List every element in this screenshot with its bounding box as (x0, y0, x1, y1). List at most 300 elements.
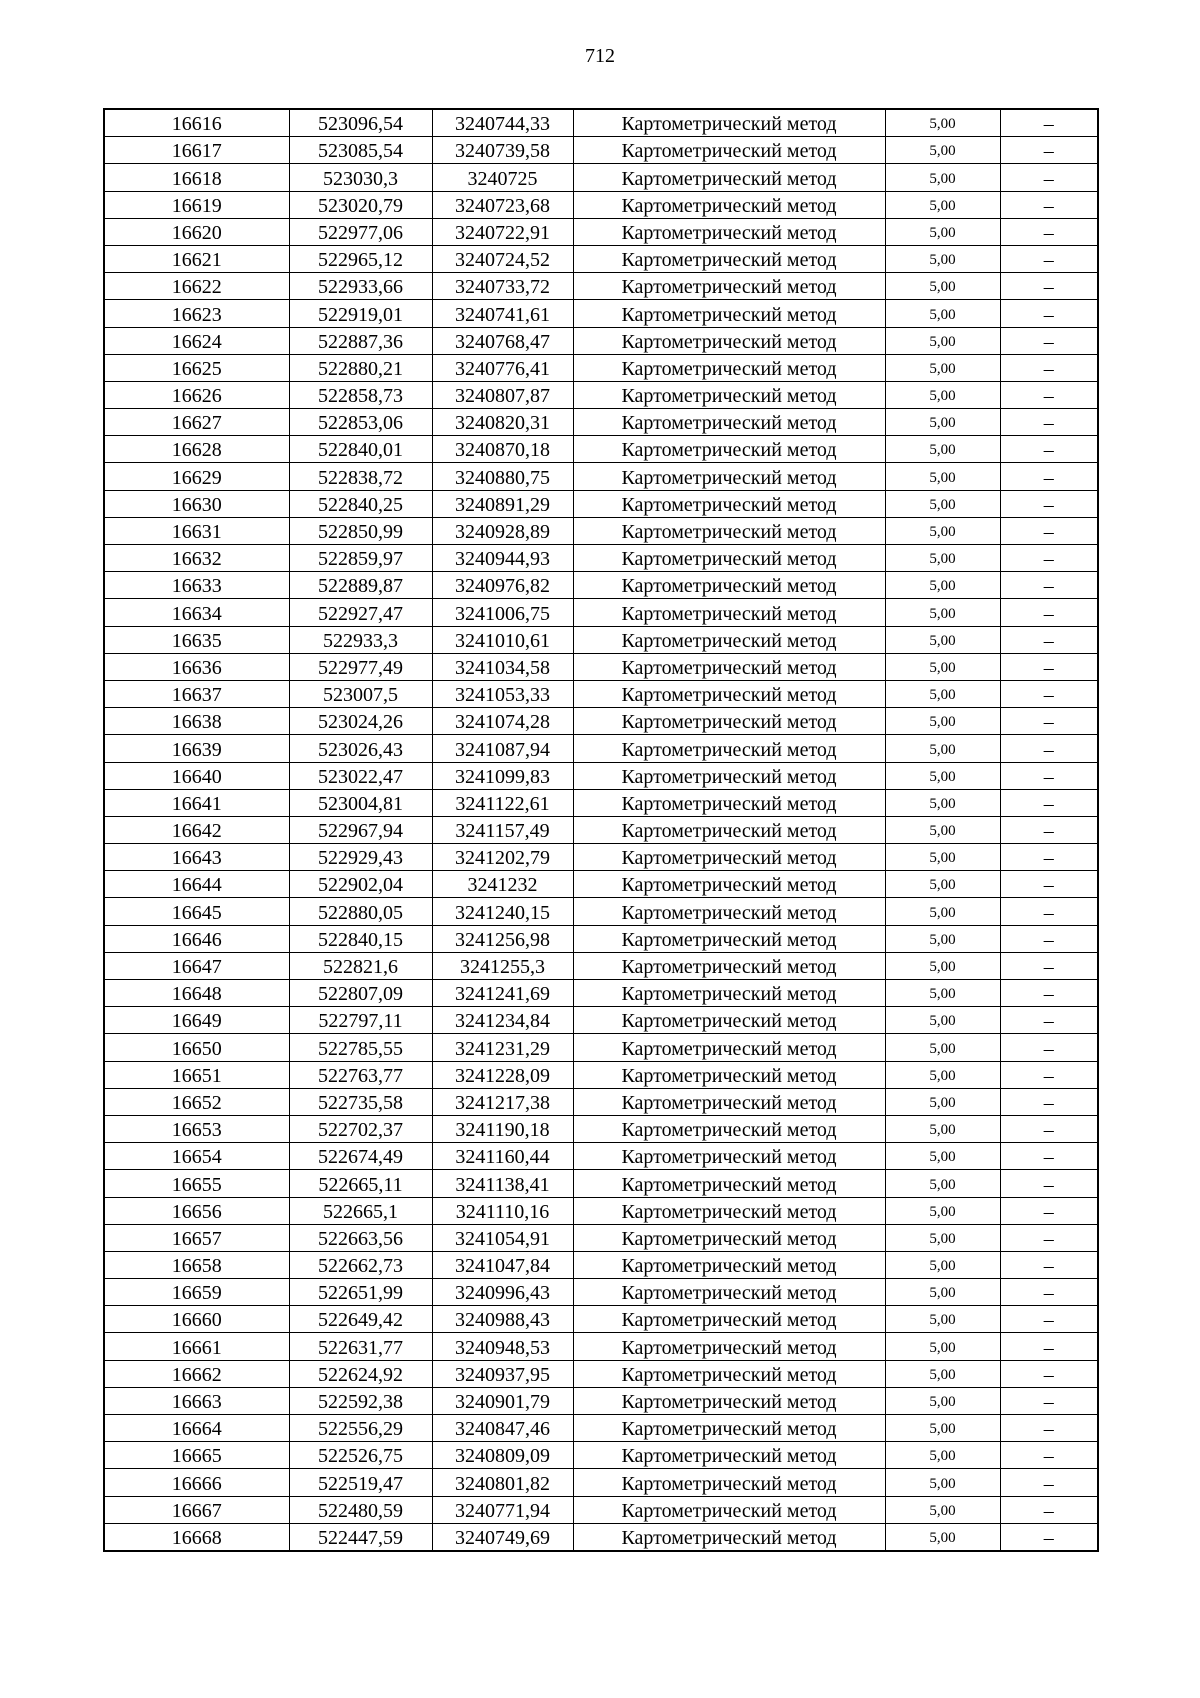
table-row (104, 708, 1098, 735)
x-coordinate-cell: 522556,29 (289, 1415, 432, 1442)
accuracy-cell: 5,00 (885, 191, 1000, 218)
x-coordinate-cell: 522840,25 (289, 490, 432, 517)
point-number-cell: 16622 (104, 273, 289, 300)
x-coordinate-cell: 522858,73 (289, 381, 432, 408)
method-cell: Картометрический метод (573, 735, 885, 762)
table-row (104, 1496, 1098, 1523)
point-number-cell: 16643 (104, 844, 289, 871)
y-coordinate-cell: 3241099,83 (432, 762, 573, 789)
method-cell: Картометрический метод (573, 191, 885, 218)
note-cell: – (1000, 409, 1098, 436)
method-cell: Картометрический метод (573, 1061, 885, 1088)
note-cell: – (1000, 680, 1098, 707)
y-coordinate-cell: 3241240,15 (432, 898, 573, 925)
y-coordinate-cell: 3240870,18 (432, 436, 573, 463)
point-number-cell: 16656 (104, 1197, 289, 1224)
table-row (104, 1034, 1098, 1061)
method-cell: Картометрический метод (573, 137, 885, 164)
note-cell: – (1000, 653, 1098, 680)
y-coordinate-cell: 3240741,61 (432, 300, 573, 327)
x-coordinate-cell: 523030,3 (289, 164, 432, 191)
point-number-cell: 16668 (104, 1523, 289, 1551)
method-cell: Картометрический метод (573, 1333, 885, 1360)
note-cell: – (1000, 1333, 1098, 1360)
y-coordinate-cell: 3241228,09 (432, 1061, 573, 1088)
note-cell: – (1000, 1306, 1098, 1333)
table-body (104, 109, 1098, 1551)
x-coordinate-cell: 522447,59 (289, 1523, 432, 1551)
method-cell: Картометрический метод (573, 1197, 885, 1224)
point-number-cell: 16629 (104, 463, 289, 490)
x-coordinate-cell: 522649,42 (289, 1306, 432, 1333)
x-coordinate-cell: 522853,06 (289, 409, 432, 436)
method-cell: Картометрический метод (573, 463, 885, 490)
table-row (104, 599, 1098, 626)
point-number-cell: 16659 (104, 1279, 289, 1306)
accuracy-cell: 5,00 (885, 898, 1000, 925)
page-number: 712 (585, 45, 615, 67)
point-number-cell: 16663 (104, 1387, 289, 1414)
y-coordinate-cell: 3240944,93 (432, 545, 573, 572)
y-coordinate-cell: 3241122,61 (432, 789, 573, 816)
accuracy-cell: 5,00 (885, 327, 1000, 354)
y-coordinate-cell: 3241034,58 (432, 653, 573, 680)
x-coordinate-cell: 522807,09 (289, 980, 432, 1007)
note-cell: – (1000, 1034, 1098, 1061)
accuracy-cell: 5,00 (885, 1034, 1000, 1061)
y-coordinate-cell: 3241190,18 (432, 1115, 573, 1142)
x-coordinate-cell: 522526,75 (289, 1442, 432, 1469)
accuracy-cell: 5,00 (885, 218, 1000, 245)
point-number-cell: 16630 (104, 490, 289, 517)
point-number-cell: 16648 (104, 980, 289, 1007)
x-coordinate-cell: 522965,12 (289, 245, 432, 272)
table-row (104, 354, 1098, 381)
point-number-cell: 16638 (104, 708, 289, 735)
y-coordinate-cell: 3241160,44 (432, 1143, 573, 1170)
table-row (104, 626, 1098, 653)
method-cell: Картометрический метод (573, 1415, 885, 1442)
note-cell: – (1000, 572, 1098, 599)
y-coordinate-cell: 3241157,49 (432, 816, 573, 843)
table-row (104, 1197, 1098, 1224)
point-number-cell: 16661 (104, 1333, 289, 1360)
accuracy-cell: 5,00 (885, 1469, 1000, 1496)
method-cell: Картометрический метод (573, 273, 885, 300)
method-cell: Картометрический метод (573, 1143, 885, 1170)
table-row (104, 1360, 1098, 1387)
point-number-cell: 16646 (104, 925, 289, 952)
note-cell: – (1000, 137, 1098, 164)
point-number-cell: 16628 (104, 436, 289, 463)
point-number-cell: 16655 (104, 1170, 289, 1197)
y-coordinate-cell: 3240809,09 (432, 1442, 573, 1469)
point-number-cell: 16625 (104, 354, 289, 381)
x-coordinate-cell: 522902,04 (289, 871, 432, 898)
table-row (104, 1251, 1098, 1278)
x-coordinate-cell: 522785,55 (289, 1034, 432, 1061)
x-coordinate-cell: 522592,38 (289, 1387, 432, 1414)
x-coordinate-cell: 522663,56 (289, 1224, 432, 1251)
note-cell: – (1000, 327, 1098, 354)
x-coordinate-cell: 522880,21 (289, 354, 432, 381)
point-number-cell: 16637 (104, 680, 289, 707)
accuracy-cell: 5,00 (885, 816, 1000, 843)
accuracy-cell: 5,00 (885, 1143, 1000, 1170)
y-coordinate-cell: 3240988,43 (432, 1306, 573, 1333)
point-number-cell: 16623 (104, 300, 289, 327)
y-coordinate-cell: 3241256,98 (432, 925, 573, 952)
note-cell: – (1000, 1496, 1098, 1523)
table-row (104, 109, 1098, 137)
method-cell: Картометрический метод (573, 1224, 885, 1251)
point-number-cell: 16627 (104, 409, 289, 436)
note-cell: – (1000, 191, 1098, 218)
table-row (104, 463, 1098, 490)
note-cell: – (1000, 735, 1098, 762)
table-row (104, 925, 1098, 952)
method-cell: Картометрический метод (573, 816, 885, 843)
note-cell: – (1000, 1279, 1098, 1306)
point-number-cell: 16632 (104, 545, 289, 572)
accuracy-cell: 5,00 (885, 1224, 1000, 1251)
accuracy-cell: 5,00 (885, 1387, 1000, 1414)
point-number-cell: 16631 (104, 517, 289, 544)
y-coordinate-cell: 3240948,53 (432, 1333, 573, 1360)
x-coordinate-cell: 523024,26 (289, 708, 432, 735)
table-row (104, 1415, 1098, 1442)
table-row (104, 1115, 1098, 1142)
accuracy-cell: 5,00 (885, 980, 1000, 1007)
point-number-cell: 16642 (104, 816, 289, 843)
method-cell: Картометрический метод (573, 327, 885, 354)
accuracy-cell: 5,00 (885, 599, 1000, 626)
note-cell: – (1000, 517, 1098, 544)
y-coordinate-cell: 3241047,84 (432, 1251, 573, 1278)
point-number-cell: 16652 (104, 1088, 289, 1115)
accuracy-cell: 5,00 (885, 273, 1000, 300)
point-number-cell: 16636 (104, 653, 289, 680)
x-coordinate-cell: 522662,73 (289, 1251, 432, 1278)
point-number-cell: 16616 (104, 109, 289, 137)
table-row (104, 1088, 1098, 1115)
x-coordinate-cell: 522665,1 (289, 1197, 432, 1224)
point-number-cell: 16665 (104, 1442, 289, 1469)
table-row (104, 1224, 1098, 1251)
point-number-cell: 16649 (104, 1007, 289, 1034)
coordinates-table (103, 108, 1099, 1552)
accuracy-cell: 5,00 (885, 653, 1000, 680)
note-cell: – (1000, 816, 1098, 843)
y-coordinate-cell: 3240744,33 (432, 109, 573, 137)
table-row (104, 789, 1098, 816)
accuracy-cell: 5,00 (885, 1415, 1000, 1442)
y-coordinate-cell: 3240937,95 (432, 1360, 573, 1387)
table-row (104, 490, 1098, 517)
method-cell: Картометрический метод (573, 1115, 885, 1142)
table-row (104, 1170, 1098, 1197)
accuracy-cell: 5,00 (885, 572, 1000, 599)
table-row (104, 1387, 1098, 1414)
point-number-cell: 16635 (104, 626, 289, 653)
accuracy-cell: 5,00 (885, 463, 1000, 490)
y-coordinate-cell: 3240807,87 (432, 381, 573, 408)
table-row (104, 1007, 1098, 1034)
point-number-cell: 16626 (104, 381, 289, 408)
note-cell: – (1000, 273, 1098, 300)
accuracy-cell: 5,00 (885, 1360, 1000, 1387)
table-row (104, 164, 1098, 191)
y-coordinate-cell: 3240725 (432, 164, 573, 191)
table-row (104, 381, 1098, 408)
accuracy-cell: 5,00 (885, 952, 1000, 979)
y-coordinate-cell: 3241234,84 (432, 1007, 573, 1034)
accuracy-cell: 5,00 (885, 164, 1000, 191)
table-row (104, 816, 1098, 843)
x-coordinate-cell: 522797,11 (289, 1007, 432, 1034)
method-cell: Картометрический метод (573, 925, 885, 952)
y-coordinate-cell: 3241054,91 (432, 1224, 573, 1251)
y-coordinate-cell: 3241232 (432, 871, 573, 898)
y-coordinate-cell: 3241010,61 (432, 626, 573, 653)
x-coordinate-cell: 523085,54 (289, 137, 432, 164)
accuracy-cell: 5,00 (885, 925, 1000, 952)
note-cell: – (1000, 1115, 1098, 1142)
point-number-cell: 16645 (104, 898, 289, 925)
method-cell: Картометрический метод (573, 109, 885, 137)
x-coordinate-cell: 522624,92 (289, 1360, 432, 1387)
y-coordinate-cell: 3241138,41 (432, 1170, 573, 1197)
point-number-cell: 16644 (104, 871, 289, 898)
note-cell: – (1000, 762, 1098, 789)
note-cell: – (1000, 1007, 1098, 1034)
x-coordinate-cell: 523004,81 (289, 789, 432, 816)
point-number-cell: 16624 (104, 327, 289, 354)
x-coordinate-cell: 523020,79 (289, 191, 432, 218)
table-row (104, 300, 1098, 327)
point-number-cell: 16634 (104, 599, 289, 626)
note-cell: – (1000, 218, 1098, 245)
x-coordinate-cell: 522651,99 (289, 1279, 432, 1306)
table-row (104, 1279, 1098, 1306)
x-coordinate-cell: 522480,59 (289, 1496, 432, 1523)
accuracy-cell: 5,00 (885, 354, 1000, 381)
x-coordinate-cell: 522519,47 (289, 1469, 432, 1496)
note-cell: – (1000, 545, 1098, 572)
table-row (104, 517, 1098, 544)
note-cell: – (1000, 1442, 1098, 1469)
y-coordinate-cell: 3241110,16 (432, 1197, 573, 1224)
accuracy-cell: 5,00 (885, 1279, 1000, 1306)
point-number-cell: 16657 (104, 1224, 289, 1251)
note-cell: – (1000, 1251, 1098, 1278)
accuracy-cell: 5,00 (885, 762, 1000, 789)
method-cell: Картометрический метод (573, 1469, 885, 1496)
note-cell: – (1000, 1224, 1098, 1251)
y-coordinate-cell: 3241241,69 (432, 980, 573, 1007)
x-coordinate-cell: 522850,99 (289, 517, 432, 544)
accuracy-cell: 5,00 (885, 789, 1000, 816)
table-row (104, 1061, 1098, 1088)
point-number-cell: 16662 (104, 1360, 289, 1387)
y-coordinate-cell: 3241006,75 (432, 599, 573, 626)
y-coordinate-cell: 3241255,3 (432, 952, 573, 979)
note-cell: – (1000, 490, 1098, 517)
x-coordinate-cell: 522889,87 (289, 572, 432, 599)
method-cell: Картометрический метод (573, 545, 885, 572)
method-cell: Картометрический метод (573, 354, 885, 381)
y-coordinate-cell: 3240928,89 (432, 517, 573, 544)
accuracy-cell: 5,00 (885, 871, 1000, 898)
accuracy-cell: 5,00 (885, 1088, 1000, 1115)
y-coordinate-cell: 3240771,94 (432, 1496, 573, 1523)
accuracy-cell: 5,00 (885, 109, 1000, 137)
note-cell: – (1000, 789, 1098, 816)
point-number-cell: 16619 (104, 191, 289, 218)
point-number-cell: 16617 (104, 137, 289, 164)
note-cell: – (1000, 354, 1098, 381)
method-cell: Картометрический метод (573, 762, 885, 789)
method-cell: Картометрический метод (573, 626, 885, 653)
y-coordinate-cell: 3240749,69 (432, 1523, 573, 1551)
table-row (104, 1442, 1098, 1469)
table-row (104, 245, 1098, 272)
y-coordinate-cell: 3240976,82 (432, 572, 573, 599)
y-coordinate-cell: 3240847,46 (432, 1415, 573, 1442)
method-cell: Картометрический метод (573, 1088, 885, 1115)
note-cell: – (1000, 300, 1098, 327)
note-cell: – (1000, 436, 1098, 463)
y-coordinate-cell: 3240996,43 (432, 1279, 573, 1306)
accuracy-cell: 5,00 (885, 1251, 1000, 1278)
point-number-cell: 16647 (104, 952, 289, 979)
note-cell: – (1000, 925, 1098, 952)
y-coordinate-cell: 3240776,41 (432, 354, 573, 381)
x-coordinate-cell: 523026,43 (289, 735, 432, 762)
method-cell: Картометрический метод (573, 1007, 885, 1034)
x-coordinate-cell: 522933,66 (289, 273, 432, 300)
note-cell: – (1000, 1469, 1098, 1496)
table-row (104, 898, 1098, 925)
note-cell: – (1000, 1415, 1098, 1442)
table-row (104, 1143, 1098, 1170)
y-coordinate-cell: 3241231,29 (432, 1034, 573, 1061)
point-number-cell: 16639 (104, 735, 289, 762)
accuracy-cell: 5,00 (885, 1306, 1000, 1333)
note-cell: – (1000, 1170, 1098, 1197)
x-coordinate-cell: 522977,49 (289, 653, 432, 680)
method-cell: Картометрический метод (573, 844, 885, 871)
method-cell: Картометрический метод (573, 381, 885, 408)
x-coordinate-cell: 522631,77 (289, 1333, 432, 1360)
accuracy-cell: 5,00 (885, 680, 1000, 707)
note-cell: – (1000, 164, 1098, 191)
note-cell: – (1000, 980, 1098, 1007)
accuracy-cell: 5,00 (885, 708, 1000, 735)
x-coordinate-cell: 523022,47 (289, 762, 432, 789)
y-coordinate-cell: 3240801,82 (432, 1469, 573, 1496)
x-coordinate-cell: 522702,37 (289, 1115, 432, 1142)
accuracy-cell: 5,00 (885, 1115, 1000, 1142)
y-coordinate-cell: 3240880,75 (432, 463, 573, 490)
x-coordinate-cell: 523096,54 (289, 109, 432, 137)
accuracy-cell: 5,00 (885, 735, 1000, 762)
x-coordinate-cell: 522665,11 (289, 1170, 432, 1197)
point-number-cell: 16660 (104, 1306, 289, 1333)
table-row (104, 218, 1098, 245)
table-row (104, 952, 1098, 979)
point-number-cell: 16650 (104, 1034, 289, 1061)
accuracy-cell: 5,00 (885, 436, 1000, 463)
y-coordinate-cell: 3240820,31 (432, 409, 573, 436)
accuracy-cell: 5,00 (885, 1197, 1000, 1224)
method-cell: Картометрический метод (573, 980, 885, 1007)
accuracy-cell: 5,00 (885, 1496, 1000, 1523)
table-row (104, 436, 1098, 463)
method-cell: Картометрический метод (573, 789, 885, 816)
note-cell: – (1000, 245, 1098, 272)
x-coordinate-cell: 522838,72 (289, 463, 432, 490)
x-coordinate-cell: 522840,01 (289, 436, 432, 463)
accuracy-cell: 5,00 (885, 1333, 1000, 1360)
accuracy-cell: 5,00 (885, 300, 1000, 327)
method-cell: Картометрический метод (573, 572, 885, 599)
table-row (104, 273, 1098, 300)
method-cell: Картометрический метод (573, 1496, 885, 1523)
x-coordinate-cell: 522840,15 (289, 925, 432, 952)
table-row (104, 572, 1098, 599)
method-cell: Картометрический метод (573, 653, 885, 680)
note-cell: – (1000, 871, 1098, 898)
note-cell: – (1000, 1143, 1098, 1170)
note-cell: – (1000, 1523, 1098, 1551)
x-coordinate-cell: 522763,77 (289, 1061, 432, 1088)
y-coordinate-cell: 3240901,79 (432, 1387, 573, 1414)
table-row (104, 680, 1098, 707)
note-cell: – (1000, 708, 1098, 735)
method-cell: Картометрический метод (573, 1306, 885, 1333)
accuracy-cell: 5,00 (885, 1442, 1000, 1469)
note-cell: – (1000, 599, 1098, 626)
method-cell: Картометрический метод (573, 245, 885, 272)
method-cell: Картометрический метод (573, 1360, 885, 1387)
method-cell: Картометрический метод (573, 517, 885, 544)
note-cell: – (1000, 1197, 1098, 1224)
y-coordinate-cell: 3240723,68 (432, 191, 573, 218)
method-cell: Картометрический метод (573, 490, 885, 517)
accuracy-cell: 5,00 (885, 137, 1000, 164)
x-coordinate-cell: 522919,01 (289, 300, 432, 327)
table-row (104, 1523, 1098, 1551)
method-cell: Картометрический метод (573, 300, 885, 327)
x-coordinate-cell: 522859,97 (289, 545, 432, 572)
x-coordinate-cell: 522880,05 (289, 898, 432, 925)
point-number-cell: 16640 (104, 762, 289, 789)
point-number-cell: 16621 (104, 245, 289, 272)
point-number-cell: 16666 (104, 1469, 289, 1496)
point-number-cell: 16667 (104, 1496, 289, 1523)
accuracy-cell: 5,00 (885, 409, 1000, 436)
table-row (104, 137, 1098, 164)
method-cell: Картометрический метод (573, 1442, 885, 1469)
x-coordinate-cell: 522933,3 (289, 626, 432, 653)
note-cell: – (1000, 898, 1098, 925)
method-cell: Картометрический метод (573, 1251, 885, 1278)
note-cell: – (1000, 844, 1098, 871)
y-coordinate-cell: 3241087,94 (432, 735, 573, 762)
note-cell: – (1000, 1387, 1098, 1414)
note-cell: – (1000, 952, 1098, 979)
